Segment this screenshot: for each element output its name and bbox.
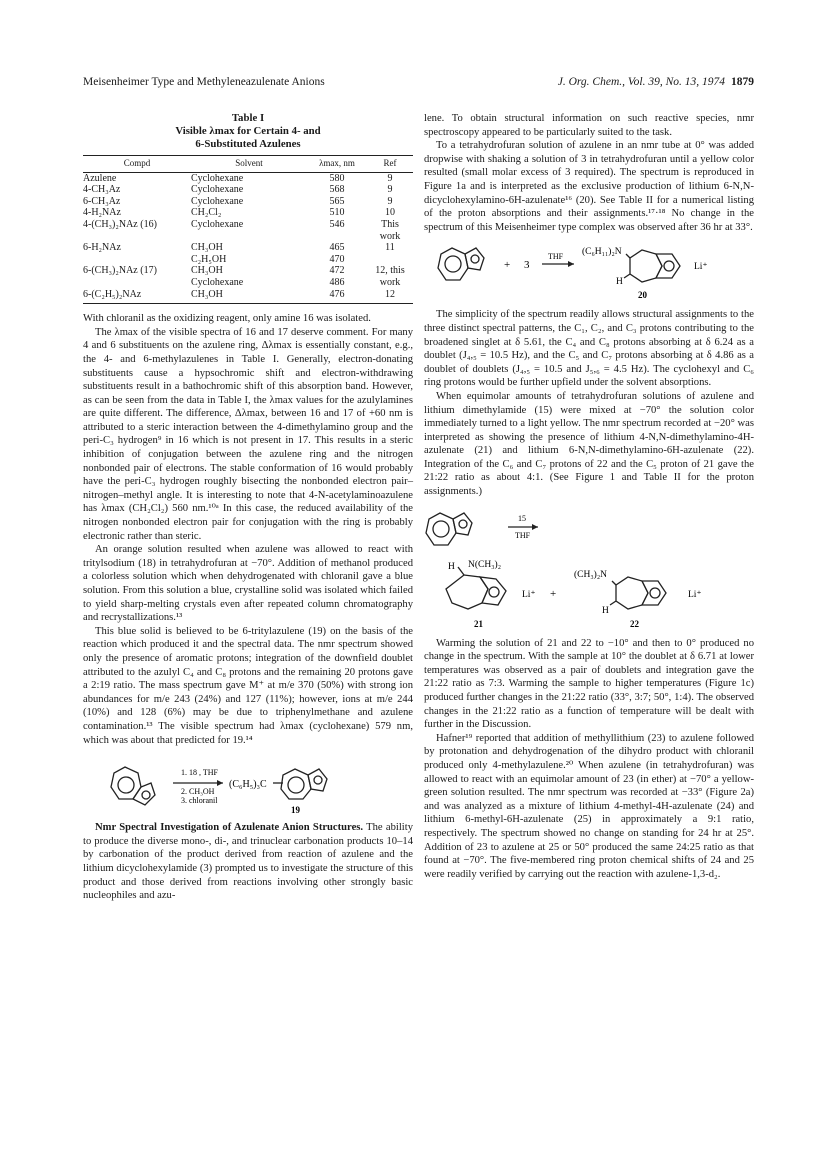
section-heading: Nmr Spectral Investigation of Azulenate Anion Structures. [95,822,364,834]
left-para-3: An orange solution resulted when azulene was allowed to react with tritylsodium (18) in tetrahydrofuran at −70°. Addition of methanol produced a colorless solution which when dehydrogenated with chloranil gave a blue solution. From this solution a blue, crystalline solid was isolated which failed to yield sharp-melting crystals even after repeated column chromatography and recrystallizations.¹³ [83,544,413,624]
right-para-2: To a tetrahydrofuran solution of azulene in an nmr tube at 0° was added dropwise with shaking a solution of 3 in tetrahydrofuran until a yellow color resulted (small molar excess of 3 required). The spectrum is reproduced in Figure 1a and is interpreted as the exclusive production of lithium 6-N,N-dicyclohexylamino-6H-azulenate¹⁶ (20). See Table II for a numerical listing of the proton absorptions and their assignments.¹⁷·¹⁸ No change in the spectrum of this Meisenheimer type complex was observed after 36 hr at 33°. [424,140,754,233]
table-row [83,265,413,277]
ref-cell: work [379,276,401,288]
plus-sign: + [504,259,511,272]
compd-cell [83,277,191,289]
solvent-cell: CH₃OH [191,289,307,304]
scheme-20 [424,240,754,302]
h-label-21: H [448,561,455,572]
thf-label-2: THF [515,530,531,540]
dimethylamino-label-22: (CH₃)₂N [574,569,608,580]
compound-22-label: 22 [630,618,639,629]
compound-19-label: 19 [291,805,300,816]
right-para-3: The simplicity of the spectrum readily allows structural assignments to the three distinct spectral patterns, the C₁, C₂, and C₃ protons contributing to the broadened singlet at δ 5.61, the C₄ and C₈ protons absorbing at δ 6.24 as a doublet (J₄,₅ = 10.5 Hz), and the C₅ and C₇ protons absorbing at δ 4.86 as a doublet of doublets (J₄,₅ = 10.5 and J₅,₆ = 4.5 Hz). The cyclohexyl and C₆ ring protons would be further upfield under the solvent absorptions. [424,309,754,389]
col-header-lambda: λmax, nm [307,156,367,173]
table-row [83,254,413,266]
lambda-cell: 470 [329,253,345,265]
table-header-row [83,156,413,173]
ref-cell: 12 [367,289,413,304]
left-para-5-text: The ability to produce the diverse mono-, di-, and trinuclear carbonation products 10–14 by carbonation of the product derived from reaction of azulene and the lithium dicyclohexylamide (3) prompted us to investigate the structure of this product and those derived from reactions involving other strongly basic nucleophiles and azu- [83,822,413,902]
compd-cell: 6-H₂NAz [83,242,121,254]
table-row [83,207,413,219]
page-number: 1879 [731,76,754,88]
solvent-cell: CH₂Cl₂ [191,207,222,219]
ref-cell [367,254,413,266]
right-para-6: Hafner¹⁹ reported that addition of methyllithium (23) to azulene followed by protonation and dehydrogenation of the dihydro product with chloranil produced only 4-methylazulene.²⁰ When azulene (in tetrahydrofuran) was allowed to react with an equimolar amount of 23 (in ether) at −70° a yellow-green solution resulted. The nmr spectrum was recorded at −33° (Figure 2a) and was analyzed as a mixture of lithium 4-methyl-4H-azulenate (24) and lithium 6-methyl-6H-azulenate (25) in approximately a 9:1 ratio, respectively. The spectrum showed no change on standing for 24 hr at 25°. Addition of 23 to azulene at 25 or 50° produced the same 24:25 ratio as that found at −70°. The five-membered ring proton chemical shifts of 24 and 25 were readily verified by carrying out the reaction with azulene-1,3-d₂. [424,732,754,880]
solvent-cell: CH₃OH [191,265,223,277]
table-title-line2: 6-Substituted Azulenes [195,138,301,150]
dimethylamino-label-21: N(CH₃)₂ [468,559,502,570]
solvent-cell: Cyclohexane [191,218,244,230]
ref-cell: 9 [387,184,393,196]
table-row [83,242,413,254]
lambda-cell: 510 [329,207,345,219]
arrow-head [217,780,223,786]
solvent-cell: CH₃OH [191,242,223,254]
solvent-cell: Cyclohexane [191,184,244,196]
lambda-cell: 486 [329,276,345,288]
left-para-5 [83,821,413,903]
azulene-structure-3 [426,513,472,545]
table-row [83,196,413,208]
ref-cell: 10 [385,207,395,219]
azulenate-22-structure [610,577,666,609]
compd-cell: 4-CH₃Az [83,184,121,196]
ref-cell: 11 [385,242,395,254]
trityl-group-label: (C₆H₅)₃C [229,779,267,791]
reagent-3-label: 3 [524,259,530,272]
compd-cell: Azulene [83,172,117,184]
col-header-compd: Compd [83,156,191,173]
lithium-cation-22: Li⁺ [688,589,702,600]
plus-sign-2: + [550,587,557,600]
lambda-cell: 568 [329,184,345,196]
dicyclohexylamino-label: (C₆H₁₁)₂N [582,247,622,258]
azulene-structure [111,767,155,805]
ref-cell: 12, this [375,265,405,277]
lambda-cell: 546 [329,218,345,230]
running-header-right [558,76,754,88]
step-3-label: 3. chloranil [181,796,218,806]
table-title-line1: Visible λmax for Certain 4- and [175,125,321,137]
compd-cell: 6-CH₃Az [83,195,121,207]
compd-cell [83,231,191,243]
azulene-structure-2 [438,248,484,280]
thf-label: THF [548,252,564,262]
ref-cell: 9 [387,195,393,207]
ref-cell: 9 [387,172,393,184]
lambda-cell: 465 [329,242,345,254]
table-row [83,172,413,184]
compd-cell: 4-H₂NAz [83,207,121,219]
right-para-1: lene. To obtain structural information on such reactive species, nmr spectroscopy appeared to be particularly suited to the task. [424,113,754,138]
table-number: Table I [231,112,265,124]
lambda-cell [307,231,367,243]
compd-cell: 6-(CH₃)₂NAz (17) [83,265,157,277]
lithium-cation-21: Li⁺ [522,589,536,600]
compd-cell [83,254,191,266]
h-label-22: H [602,605,609,616]
lambda-cell: 565 [329,195,345,207]
compd-cell: 4-(CH₃)₂NAz (16) [83,218,157,230]
step-1-label: 1. 18 , THF [181,768,218,778]
azulenate-21-structure [446,567,506,609]
right-column [424,112,754,881]
journal-citation: J. Org. Chem., Vol. 39, No. 13, 1974 [557,76,725,88]
left-para-4: This blue solid is believed to be 6-tritylazulene (19) on the basis of the reaction which produced it and the spectral data. The nmr spectrum showed only the presence of aromatic protons; integration of the downfield doublet attributed to the azulyl C₄ and C₈ protons and the remaining 20 protons gave a 2:19 ratio. The mass spectrum gave M⁺ at m/e 370 (50%) with strong ion abundances for m/e 243 (24%) and 127 (11%); however, ions at m/e 244 (10%) and 128 (6%) may be due to triphenylmethane and azulene contamination.¹³ The visible spectrum had λmax (cyclohexane) 579 nm, which was about that predicted for 19.¹⁴ [83,625,413,746]
table-row [83,289,413,304]
lithium-cation-label: Li⁺ [694,262,708,273]
solvent-cell [191,231,307,243]
col-header-ref: Ref [367,156,413,173]
solvent-cell: C₂H₅OH [191,253,227,265]
left-para-2: The λmax of the visible spectra of 16 and 17 deserve comment. For many 4 and 6 substituents on the azulene ring, Δλmax is essentially constant, e.g., the 4- and 6-methylazulenes in Table I. Generally, electron-donating substituents cause a hypsochromic shift and electron-withdrawing substituents result in a bathochromic shift of this absorption band. However, as can be seen from the data in Table I, the λmax values for the azulylamines are quite different. The difference, Δλmax, between 16 and 17 of +60 nm is attributed to a steric interaction between the 4-dimethylamino group and the peri-C₃ hydrogen⁹ in 16 which is not present in 17. This results in a steric inhibition of conjugation between the azulene ring and the nitrogen nonbonded pair of electrons. The stable conformation of 16 would probably have the peri-C₃ hydrogen roughly bisecting the nonbonded electron pair–nitrogen–methyl angle. It is interesting to note that 4-N-acetylaminoazulene has λmax (CH₂Cl₂) 560 nm.¹⁰ᵃ In this case, the reduced availability of the nitrogen nonbonded electron pair for conjugation with the ring is probably electronic rather than steric. [83,326,413,542]
right-para-5: Warming the solution of 21 and 22 to −10° and then to 0° produced no change in the spectrum. With the sample at 10° the doublet at δ 6.71 at lower temperatures was observed as a pair of doublets and integration gave the 21:22 ratio as 7:3. Warming the sample to higher temperatures (Figure 1c) produced further changes in the 21:22 ratio (33°, 3:7; 50°, 1:4). The observed changes in the 21:22 ratio as a function of temperature will be dealt with further in the Discussion. [424,637,754,731]
reagent-15-label: 15 [518,513,526,523]
table-row [83,231,413,243]
tritylazulene-structure [273,769,327,799]
ref-cell: work [379,230,401,242]
left-column [83,112,413,903]
scheme-19 [83,753,413,815]
table-row [83,277,413,289]
step-2-label: 2. CH₃OH [181,787,215,797]
table-row [83,184,413,196]
compound-21-label: 21 [474,618,483,629]
table-row [83,219,413,231]
table-caption [83,112,413,151]
compound-20-label: 20 [638,290,647,301]
h-label: H [616,277,623,288]
scheme-21-22 [424,505,754,631]
ref-cell: This [381,218,399,230]
solvent-cell: Cyclohexane [191,276,244,288]
lambda-cell: 472 [329,265,345,277]
right-para-4: When equimolar amounts of tetrahydrofuran solutions of azulene and lithium dimethylamide (15) were mixed at −70° the solution color immediately turned to a light yellow. The nmr spectrum recorded at −20° was interpreted as showing the presence of lithium 4-N,N-dimethylamino-4H-azulenate (21) and lithium 6-N,N-dimethylamino-6H-azulenate (22). Integration of the C₆ and C₇ protons of 22 and the C₅ proton of 21 gave the 21:22 ratio as about 4:1. (See Figure 1 and Table II for the proton assignments.) [424,390,754,498]
table-1 [83,155,413,304]
solvent-cell: Cyclohexane [191,172,244,184]
azulenate-20-structure [624,250,680,282]
left-para-1: With chloranil as the oxidizing reagent, only amine 16 was isolated. [83,313,371,325]
col-header-solvent: Solvent [191,156,307,173]
arrow-head-3 [532,524,538,530]
compd-cell: 6-(C₂H₅)₂NAz [83,289,191,304]
running-header-left: Meisenheimer Type and Methyleneazulenate Anions [83,76,325,88]
arrow-head-2 [568,261,574,267]
lambda-cell: 580 [329,172,345,184]
lambda-cell: 476 [307,289,367,304]
solvent-cell: Cyclohexane [191,195,244,207]
